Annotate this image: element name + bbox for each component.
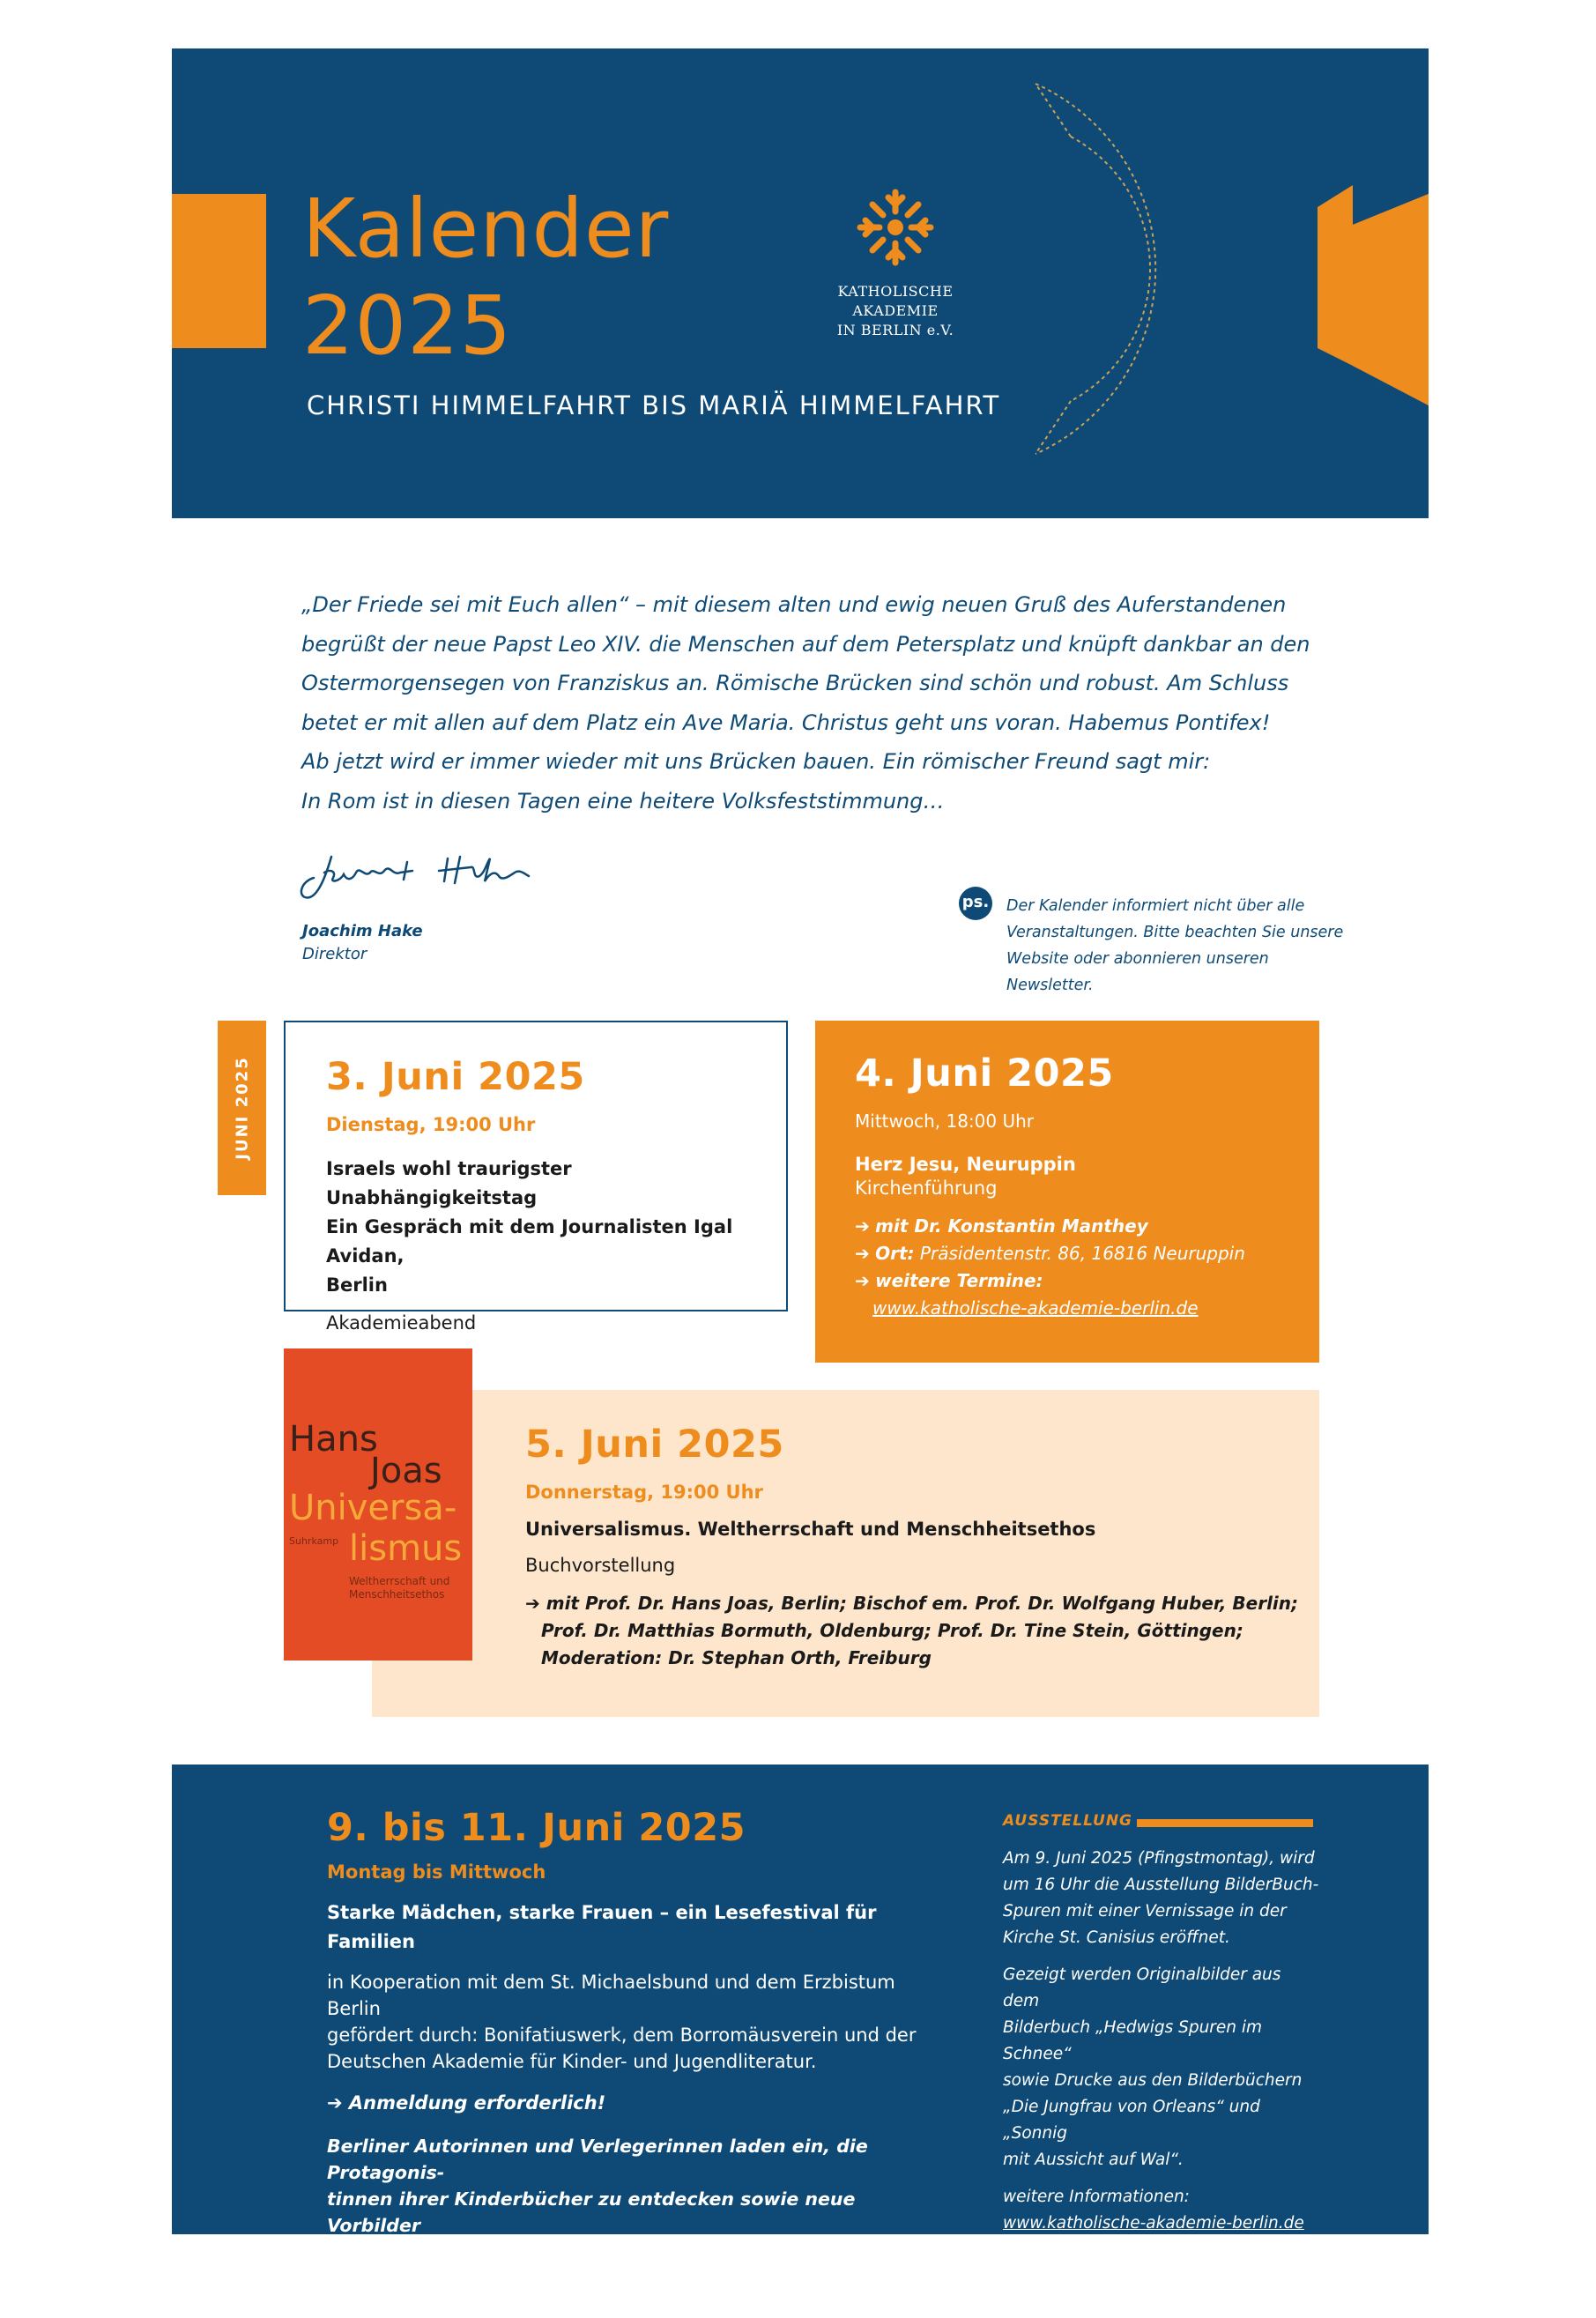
description-line: Berliner Autorinnen und Verlegerinnen laden ein, die Protagonis- xyxy=(327,2136,868,2183)
partners-line: Deutschen Akademie für Kinder- und Jugendliteratur. xyxy=(327,2051,817,2072)
arrow-right-icon: ➔ xyxy=(525,1593,540,1614)
book-author-first: Hans xyxy=(289,1419,378,1460)
event-time: Montag bis Mittwoch xyxy=(327,1861,546,1883)
detail-line xyxy=(525,1590,1301,1617)
detail-location-value: Präsidentenstr. 86, 16816 Neuruppin xyxy=(919,1243,1245,1264)
title-line-1: Kalender xyxy=(302,182,670,276)
academy-emblem-icon xyxy=(853,185,938,270)
event-band-june-9-11 xyxy=(172,1765,1429,2315)
event-title-line: Berlin xyxy=(326,1274,388,1296)
exhibition-paragraph-2 xyxy=(1003,1962,1320,2173)
book-title-1: Universa- xyxy=(289,1488,457,1528)
ps-note-line: Veranstaltungen. Bitte beachten Sie unsere xyxy=(1006,924,1344,941)
event-partners xyxy=(327,1969,944,2075)
book-subtitle-line: Weltherrschaft und xyxy=(349,1575,450,1587)
detail-location-label: Ort: xyxy=(875,1243,915,1264)
event-content xyxy=(525,1422,1301,1672)
month-tab-label: JUNI 2025 xyxy=(233,1056,251,1160)
page-title xyxy=(302,181,669,375)
title-line-2: 2025 xyxy=(302,279,513,373)
event-time: Mittwoch, 18:00 Uhr xyxy=(855,1111,1035,1132)
arrow-right-icon: ➔ xyxy=(855,1270,870,1291)
exhibition-line: „Die Jungfrau von Orleans“ und „Sonnig xyxy=(1003,2098,1260,2143)
book-cover xyxy=(284,1348,472,1660)
intro-text xyxy=(301,585,1310,821)
book-publisher: Suhrkamp xyxy=(289,1535,339,1547)
event-date: 3. Juni 2025 xyxy=(326,1055,585,1099)
exhibition-heading-text: AUSSTELLUNG xyxy=(1003,1812,1133,1830)
event-title: Starke Mädchen, starke Frauen – ein Lesefestival für Familien xyxy=(327,1902,877,1952)
event-description xyxy=(327,2133,944,2318)
event-details xyxy=(855,1213,1319,1322)
ps-note xyxy=(1006,893,1359,999)
exhibition-line: Bilderbuch „Hedwigs Spuren im Schnee“ xyxy=(1003,2018,1263,2063)
event-type: Kirchenführung xyxy=(855,1178,998,1199)
event-card-june-4 xyxy=(815,1021,1319,1363)
event-type: Akademieabend xyxy=(326,1312,477,1334)
description-line: zu befassen. xyxy=(327,2294,456,2315)
website-link[interactable]: www.katholische-akademie-berlin.de xyxy=(872,1297,1199,1319)
website-link[interactable]: www.katholische-akademie-berlin.de xyxy=(1003,2214,1304,2233)
signup-text: Anmeldung erforderlich! xyxy=(348,2092,606,2114)
detail-with xyxy=(855,1213,1319,1240)
event-title-line: Israels wohl traurigster Unabhängigkeitstag xyxy=(326,1158,572,1208)
detail-line: Prof. Dr. Matthias Bormuth, Oldenburg; Prof. Dr. Tine Stein, Göttingen; xyxy=(541,1620,1243,1641)
description-line: kennenzulernen und sich mit der Frage von Heiligen und Helden xyxy=(327,2241,904,2289)
header-orange-block xyxy=(172,194,266,348)
exhibition-heading xyxy=(1003,1812,1320,1830)
detail-with-text: mit Dr. Konstantin Manthey xyxy=(875,1215,1148,1237)
book-author-last: Joas xyxy=(370,1451,442,1491)
arrow-right-icon: ➔ xyxy=(327,2092,343,2114)
event-details xyxy=(525,1590,1301,1672)
intro-line: Ab jetzt wird er immer wieder mit uns Brücken bauen. Ein römischer Freund sagt mir: xyxy=(301,749,1211,774)
detail-line: Moderation: Dr. Stephan Orth, Freiburg xyxy=(541,1647,932,1668)
academy-logo xyxy=(794,185,997,340)
exhibition-heading-bar xyxy=(1137,1819,1313,1827)
intro-line: „Der Friede sei mit Euch allen“ – mit diesem alten und ewig neuen Gruß des Auferstandenen xyxy=(301,592,1287,617)
event-time: Donnerstag, 19:00 Uhr xyxy=(525,1482,763,1503)
header-banner xyxy=(172,48,1429,518)
festival-event xyxy=(327,1805,944,2318)
arrow-right-icon: ➔ xyxy=(855,1215,870,1237)
exhibition-line: um 16 Uhr die Ausstellung BilderBuch- xyxy=(1003,1876,1319,1894)
academy-name xyxy=(794,282,997,340)
exhibition-line: Spuren mit einer Vernissage in der xyxy=(1003,1902,1287,1921)
book-subtitle xyxy=(349,1575,472,1601)
signer-role: Direktor xyxy=(302,945,367,963)
event-date: 4. Juni 2025 xyxy=(855,1051,1114,1096)
signer-name: Joachim Hake xyxy=(302,922,423,940)
signature-image xyxy=(298,846,536,908)
exhibition-line: Kirche St. Canisius eröffnet. xyxy=(1003,1928,1230,1947)
exhibition-more xyxy=(1003,2184,1320,2237)
exhibition-more-label: weitere Informationen: xyxy=(1003,2188,1190,2206)
arrow-right-icon: ➔ xyxy=(855,1243,870,1264)
academy-name-line-2: IN BERLIN e.V. xyxy=(836,322,954,338)
ps-badge: ps. xyxy=(959,887,992,920)
exhibition-sidebar xyxy=(1003,1812,1320,2237)
intro-line: begrüßt der neue Papst Leo XIV. die Menschen auf dem Petersplatz und knüpft dankbar an den xyxy=(301,631,1310,657)
exhibition-line: Gezeigt werden Originalbilder aus dem xyxy=(1003,1965,1281,2010)
detail-location xyxy=(855,1240,1319,1267)
event-card-june-5 xyxy=(372,1390,1319,1717)
exhibition-line: sowie Drucke aus den Bilderbüchern xyxy=(1003,2071,1303,2090)
event-type: Buchvorstellung xyxy=(525,1555,676,1576)
partners-line: gefördert durch: Bonifatiuswerk, dem Borromäusverein und der xyxy=(327,2025,917,2046)
event-time: Dienstag, 19:00 Uhr xyxy=(326,1114,536,1135)
exhibition-paragraph-1 xyxy=(1003,1846,1320,1951)
book-subtitle-line: Menschheitsethos xyxy=(349,1588,445,1601)
month-tab xyxy=(218,1021,266,1195)
detail-more-label: weitere Termine: xyxy=(875,1270,1043,1291)
signup-note xyxy=(327,2092,944,2114)
header-decoration xyxy=(1018,48,1429,518)
page-subtitle: CHRISTI HIMMELFAHRT BIS MARIÄ HIMMELFAHRT xyxy=(307,390,1001,420)
event-title: Universalismus. Weltherrschaft und Menschheitsethos xyxy=(525,1519,1096,1540)
event-title xyxy=(326,1155,786,1300)
intro-line: In Rom ist in diesen Tagen eine heitere Volksfeststimmung… xyxy=(301,788,945,814)
event-title-line: Ein Gespräch mit dem Journalisten Igal Avidan, xyxy=(326,1216,733,1267)
academy-name-line-1: KATHOLISCHE AKADEMIE xyxy=(837,283,954,319)
description-line: tinnen ihrer Kinderbücher zu entdecken sowie neue Vorbilder xyxy=(327,2188,856,2236)
intro-line: Ostermorgensegen von Franziskus an. Römische Brücken sind schön und robust. Am Schluss xyxy=(301,671,1289,695)
event-card-june-3 xyxy=(284,1021,788,1334)
event-date: 9. bis 11. Juni 2025 xyxy=(327,1806,746,1850)
exhibition-line: mit Aussicht auf Wal“. xyxy=(1003,2151,1184,2169)
book-title-2: lismus xyxy=(349,1528,463,1569)
intro-line: betet er mit allen auf dem Platz ein Ave Maria. Christus geht uns voran. Habemus Pontifex! xyxy=(301,710,1271,735)
ps-note-line: Der Kalender informiert nicht über alle xyxy=(1006,897,1305,915)
event-date: 5. Juni 2025 xyxy=(525,1423,784,1467)
event-title: Herz Jesu, Neuruppin xyxy=(855,1154,1076,1175)
ps-note-line: Website oder abonnieren unseren Newsletter. xyxy=(1006,950,1269,994)
partners-line: in Kooperation mit dem St. Michaelsbund und dem Erzbistum Berlin xyxy=(327,1972,895,2019)
detail-line-text: mit Prof. Dr. Hans Joas, Berlin; Bischof em. Prof. Dr. Wolfgang Huber, Berlin; xyxy=(546,1593,1299,1614)
exhibition-line: Am 9. Juni 2025 (Pfingstmontag), wird xyxy=(1003,1849,1315,1868)
detail-more xyxy=(855,1267,1319,1295)
